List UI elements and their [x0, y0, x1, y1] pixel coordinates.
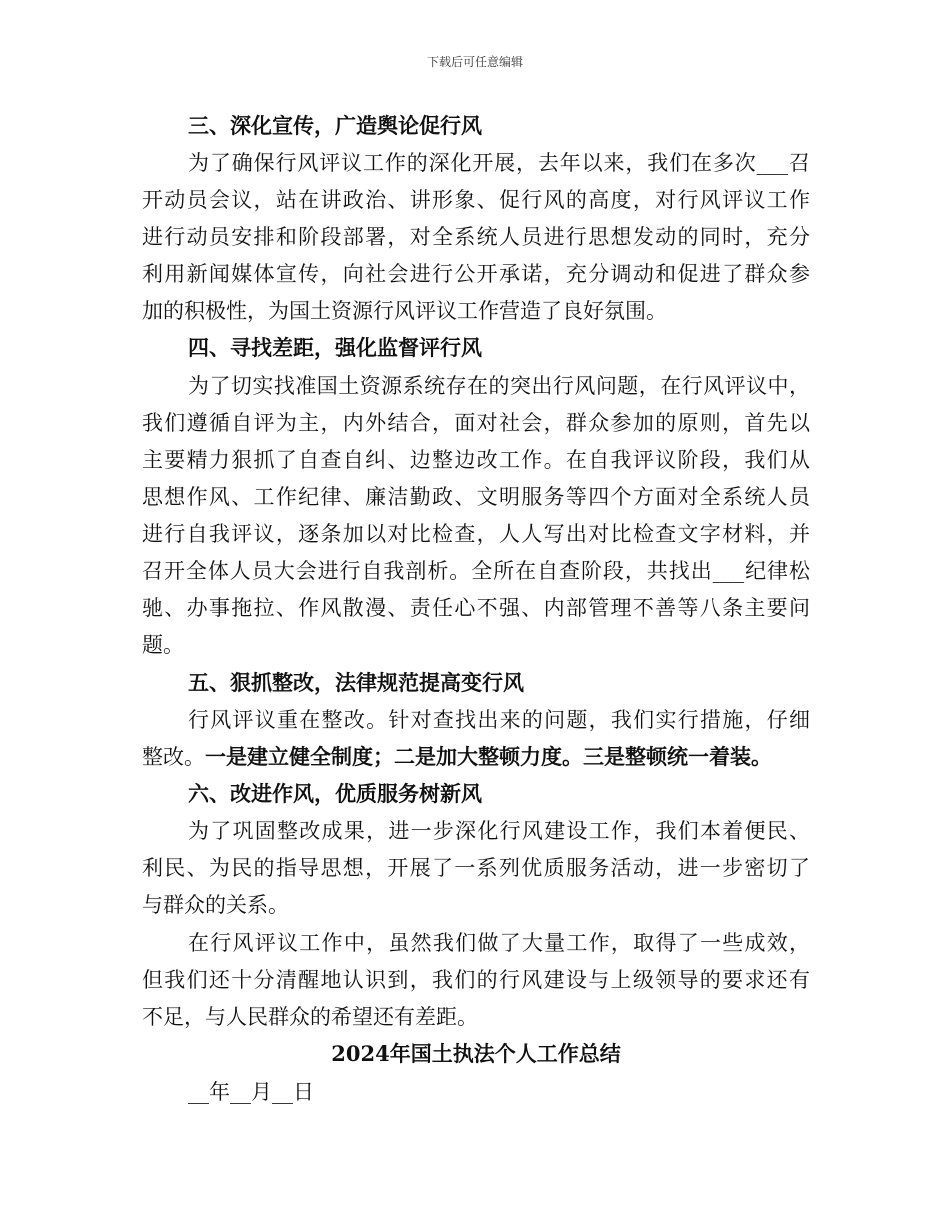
paragraph-line: 行风评议重在整改。针对查找出来的问题，我们实行措施，仔细	[188, 708, 810, 732]
paragraph-line: 为了巩固整改成果，进一步深化行风建设工作，我们本着便民、	[188, 819, 810, 843]
document-title: 2024年国土执法个人工作总结	[331, 1041, 621, 1066]
paragraph-line	[142, 739, 810, 775]
paragraph-line: 题。	[142, 633, 184, 657]
paragraph-line: 利民、为民的指导思想，开展了一系列优质服务活动，进一步密切了	[142, 856, 810, 880]
paragraph-line: 为了切实找准国土资源系统存在的突出行风问题，在行风评议中，	[188, 374, 810, 398]
paragraph-line: 思想作风、工作纪律、廉洁勤政、文明服务等四个方面对全系统人员	[142, 485, 810, 509]
paragraph-line: 但我们还十分清醒地认识到，我们的行风建设与上级领导的要求还有	[142, 968, 810, 992]
paragraph-line: 加的积极性，为国土资源行风评议工作营造了良好氛围。	[142, 299, 667, 323]
paragraph-line: 为了确保行风评议工作的深化开展，去年以来，我们在多次___召	[188, 151, 810, 175]
paragraph-line: 召开全体人员大会进行自我剖析。全所在自查阶段，共找出___纪律松	[142, 559, 810, 583]
section-heading: 五、狠抓整改，法律规范提高变行风	[188, 670, 524, 695]
paragraph-line: 开动员会议，站在讲政治、讲形象、促行风的高度，对行风评议工作	[142, 188, 810, 212]
paragraph-line: 进行自我评议，逐条加以对比检查，人人写出对比检查文字材料，并	[142, 522, 810, 546]
paragraph-line: 与群众的关系。	[142, 893, 289, 917]
section-heading: 四、寻找差距，强化监督评行风	[188, 335, 482, 360]
section-heading: 六、改进作风，优质服务树新风	[188, 781, 482, 806]
paragraph-line: 主要精力狠抓了自查自纠、边整边改工作。在自我评议阶段，我们从	[142, 448, 810, 472]
text-span: 整改。	[142, 745, 205, 769]
paragraph-line: 不足，与人民群众的希望还有差距。	[142, 1005, 478, 1029]
paragraph-line: 进行动员安排和阶段部署，对全系统人员进行思想发动的同时，充分	[142, 225, 810, 249]
header-note: 下载后可任意编辑	[426, 55, 523, 69]
paragraph-line: 利用新闻媒体宣传，向社会进行公开承诺，充分调动和促进了群众参	[142, 262, 810, 286]
paragraph-line: 在行风评议工作中，虽然我们做了大量工作，取得了一些成效，	[188, 931, 810, 955]
bold-text: 一是建立健全制度；二是加大整顿力度。三是整顿统一着装。	[205, 744, 772, 769]
date-line: __年__月__日	[188, 1080, 314, 1104]
section-heading: 三、深化宣传，广造舆论促行风	[188, 113, 482, 138]
paragraph-line: 驰、办事拖拉、作风散漫、责任心不强、内部管理不善等八条主要问	[142, 596, 810, 620]
paragraph-line: 我们遵循自评为主，内外结合，面对社会，群众参加的原则，首先以	[142, 411, 810, 435]
